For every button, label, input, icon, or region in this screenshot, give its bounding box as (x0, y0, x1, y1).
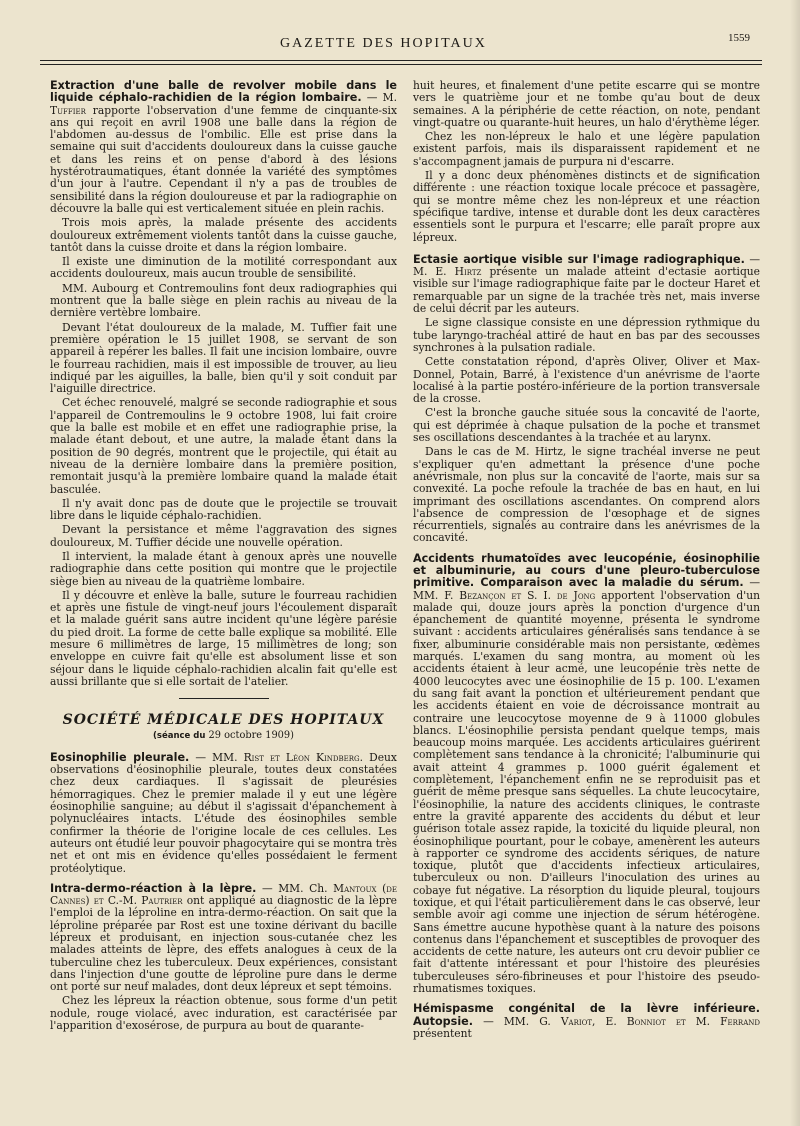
article-title: Eosinophilie pleurale. (50, 750, 190, 764)
article-lead-paragraph (413, 553, 760, 996)
author-intro: — MM. F. (413, 576, 760, 602)
article (413, 553, 760, 996)
continued-paragraph: Il y a donc deux phénomènes distincts et de signification différente : une réaction toxique locale précoce et passagère, qui se montre même chez les non-lépreux et une réaction spécifique tardive, intense et durable dont les deux caractères essentiels sont le purpura et l'escarre; elle paraît propre aux lépreux. (413, 169, 760, 244)
article-title: Extraction d'une balle de revolver mobile dans le liquide céphalo-rachidien de la région lombaire. (50, 80, 397, 105)
session-label: (séance du (153, 730, 206, 741)
article-paragraph: Trois mois après, la malade présente des accidents douloureux extrêmement violents tantôt dans la cuisse gauche, tantôt dans la cuisse droite et dans la région lombaire. (50, 216, 397, 254)
article-lead-paragraph (50, 752, 397, 875)
society-title: SOCIÉTÉ MÉDICALE DES HOPITAUX (62, 712, 385, 729)
article-paragraph: Chez les lépreux la réaction obtenue, sous forme d'un petit nodule, rouge violacé, avec induration, est caractérisée par l'apparition d'exosérose, de purpura au bout de quarante- (50, 994, 397, 1033)
article (50, 80, 397, 688)
article-author: Rist et Léon Kindberg. (243, 750, 364, 764)
article-paragraph: Devant la persistance et même l'aggravation des signes douloureux, M. Tuffier décide une nouvelle opération. (50, 523, 397, 549)
article-author: Bezançon et S. I. de Jong (459, 588, 596, 602)
article-lead-paragraph (413, 254, 760, 315)
article-paragraph: Devant l'état douloureux de la malade, M. Tuffier fait une première opération le 15 juillet 1908, se servant de son appareil à repérer les balles. Il fait une incision lombaire, ouvre le fourreau rachidien, mais il est impossible de trouver, au lieu indiqué par les aiguilles, la balle, bien qu'il y soit conduit par l'aiguille directrice. (50, 320, 397, 396)
article (50, 752, 397, 875)
author-intro: — MM. G. (483, 1014, 561, 1028)
article (413, 1003, 760, 1040)
article (413, 254, 760, 545)
continued-paragraph: huit heures, et finalement d'une petite escarre qui se montre vers le quatrième jour et ne tombe qu'au bout de deux semaines. A la périphérie de cette réaction, on note, pendant vingt-quatre ou quarante-huit heures, un halo d'érythème léger. (413, 80, 760, 129)
continued-paragraph: Chez les non-lépreux le halo et une légère papulation existent parfois, mais ils disparaissent rapidement et ne s'accompagnent jamais de purpura ni d'escarre. (413, 130, 760, 168)
article (50, 883, 397, 1033)
session-line (50, 730, 397, 742)
article-paragraph: Cette constatation répond, d'après Oliver, Oliver et Max-Donnel, Potain, Barré, à l'existence d'un anévrisme de l'aorte localisé à la partie postéro-inférieure de la portion transversale de la crosse. (413, 355, 760, 406)
section-divider (179, 698, 269, 702)
article-title: Accidents rhumatoïdes avec leucopénie, éosinophilie et albuminurie, au cours d'une pleuro-tuberculose primitive. Comparaison avec la maladie du sérum. (413, 551, 760, 590)
article-title: Hémispasme congénital de la lèvre inférieure. Autopsie. (413, 1002, 760, 1028)
author-intro: — M. (366, 91, 397, 105)
author-intro: — MM. Ch. (261, 881, 334, 895)
society-articles (50, 752, 397, 1033)
article-paragraph: Il y découvre et enlève la balle, suture le fourreau rachidien et après une fistule de vingt-neuf jours l'écoulement disparaît et la malade guérit sans autre incident qu'une légère parésie du pied droit. La forme de cette balle explique sa mobilité. Elle mesure 6 millimètres de large, 15 millimètres de long; son enveloppe en cuivre fait qu'elle est absolument lisse et son séjour dans le liquide céphalo-rachidien alcalin fait qu'elle est aussi brillante que si elle sortait de l'atelier. (50, 588, 397, 688)
session-date: 29 octobre 1909) (208, 729, 294, 741)
article-author: Hirtz (454, 265, 482, 279)
header-rule (40, 60, 762, 65)
article-paragraph: Cet échec renouvelé, malgré se seconde radiographie et sous l'appareil de Contremoulins le 9 octobre 1908, lui fait croire que la balle est mobile et en effet une radiographie prise, la malade étant debout, et une autre, la malade étant dans la position de 90 degrés, montrent que le projectile, qui était au niveau de la dernière lombaire dans la première position, remontait jusqu'à la première lombaire quand la malade était basculée. (50, 396, 397, 496)
article-paragraph: Il intervient, la malade étant à genoux après une nouvelle radiographie dans cette position qui montre que le projectile siège bien au niveau de la quatrième lombaire. (50, 549, 397, 588)
page-number: 1559 (728, 32, 750, 44)
article-title: Intra-dermo-réaction à la lèpre. (50, 881, 257, 895)
left-column (50, 80, 397, 1110)
article-author: Tuffier (50, 103, 86, 117)
article-body: apportent l'observation d'un malade qui, douze jours après la ponction d'urgence d'un épanchement de quantité moyenne, présenta le syndrome suivant : accidents articulaires généralisés sans tendance à se fixer, albuminurie considérable mais non persistante, œdèmes marqués. L'examen du sang montra, au moment où les accidents étaient à leur acmé, une leucopénie très nette de 4000 leucocytes avec une éosinophilie de 15 p. 100. L'examen du sang fait avant la ponction et ultérieurement pendant que les accidents étaient en voie de décroissance montrait au contraire une leucocytose moyenne de 9 à 11000 globules blancs. L'éosinophilie persista pendant quelque temps, mais beaucoup moins marquée. Les accidents articulaires guérirent complètement sans tendance à la chronicité; l'albuminurie qui avait atteint 4 grammes p. 1000 guérit également et complètement, l'épanchement enfin ne se reproduisit pas et guérit de même presque sans séquelles. La chute leucocytaire, l'éosinophilie, la nature des accidents cliniques, le contraste entre la gravité apparente des accidents du début et leur guérison totale assez rapide, la toxicité du liquide pleural, non éosinophilique pourtant, pour le cobaye, amenèrent les auteurs à rapporter ce syndrome des accidents sériques, de nature toxique, plutôt que d'accidents infectieux articulaires, tuberculeux ou non. D'ailleurs l'inoculation des urines au cobaye fut négative. La résorption du liquide pleural, toujours toxique, et qui l'était particulièrement dans le cas observé, leur semble avoir agi comme une injection de sérum hétérogène. Sans émettre aucune hypothèse quant à la nature des poisons contenus dans l'épanchement et susceptibles de provoquer des accidents de cette nature, les auteurs ont cru devoir publier ce fait d'attente intéressant et pour l'histoire des pleurésies tuberculeuses séro-fibrineuses et pour l'histoire des pseudo-rhumatismes toxiques. (413, 588, 760, 996)
article-lead-paragraph (50, 80, 397, 215)
page-edge-shadow (790, 0, 800, 1126)
article-paragraph: Le signe classique consiste en une dépression rythmique du tube laryngo-trachéal attiré de haut en bas par des secousses synchrones à la pulsation radiale. (413, 316, 760, 354)
article-body: rapporte l'observation d'une femme de cinquante-six ans qui reçoit en avril 1908 une balle dans la région de l'abdomen au-dessus de l'ombilic. Elle est prise dans la semaine qui suit d'accidents douloureux dans la cuisse gauche et dans les reins et on pense d'abord à des lésions hystérotraumatiques, étant donnée la variété des symptômes d'un jour à l'autre. Cependant il n'y a pas de troubles de sensibilité dans la région douloureuse et par la radiographie on découvre la balle qui est verticalement située en plein rachis. (50, 103, 397, 215)
left-articles (50, 80, 397, 688)
article-author: Mantoux (de Cannes) et C.-M. Pautrier (50, 881, 397, 908)
right-articles (413, 254, 760, 1040)
right-column (413, 80, 760, 1110)
article-paragraph: MM. Aubourg et Contremoulins font deux radiographies qui montrent que la balle siège en plein rachis au niveau de la dernière vertèbre lombaire. (50, 281, 397, 320)
continued-text (413, 80, 760, 254)
article-body: Deux observations d'éosinophilie pleurale, toutes deux constatées chez deux cardiaques. Il s'agissait de pleurésies hémorragiques. Chez le premier malade il y eut une légère éosinophilie sanguine; au début il s'agissait d'épanchement à polynucléaires intacts. L'étude des éosinophiles semble confirmer la théorie de l'origine locale de ces cellules. Les auteurs ont étudié leur pouvoir phagocytaire qui se montra très net et ont mis en évidence qu'elles possédaient le ferment protéolytique. (50, 750, 397, 875)
article-paragraph: Dans le cas de M. Hirtz, le signe trachéal inverse ne peut s'expliquer qu'en admettant la présence d'une poche anévrismale, non plus sur la concavité de l'aorte, mais sur sa convexité. La poche refoule la trachée de bas en haut, en lui imprimant des oscillations ascendantes. On comprend alors l'absence de compression de l'œsophage et de signes récurrentiels, signalés au contraire dans les anévrismes de la concavité. (413, 445, 760, 545)
article-body: présentent (413, 1026, 472, 1040)
article-body: présente un malade atteint d'ectasie aortique visible sur l'image radiographique faite par le docteur Haret et remarquable par un signe de la trachée très net, mais inverse de celui décrit par les auteurs. (413, 265, 760, 316)
text-columns (50, 80, 760, 1110)
article-lead-paragraph (50, 883, 397, 994)
author-intro: — MM. (195, 750, 244, 764)
author-intro: — M. E. (413, 252, 760, 279)
article-author: Variot, E. Bonniot et M. Ferrand (560, 1014, 760, 1028)
article-lead-paragraph (413, 1003, 760, 1040)
article-paragraph: Il existe une diminution de la motilité correspondant aux accidents douloureux, mais aucun trouble de sensibilité. (50, 255, 397, 281)
page-header (40, 26, 762, 66)
article-paragraph: Il n'y avait donc pas de doute que le projectile se trouvait libre dans le liquide céphalo-rachidien. (50, 496, 397, 523)
article-body: ont appliqué au diagnostic de la lèpre l'emploi de la léproline en intra-dermo-réaction. On sait que la léproline préparée par Rost est une toxine dérivant du bacille lépreux et produisant, en injection sous-cutanée chez les malades atteints de lèpre, des effets analogues à ceux de la tuberculine chez les tuberculeux. Deux expériences, consistant dans l'injection d'une goutte de léproline pure dans le derme ont porté sur neuf malades, dont deux lépreux et sept témoins. (50, 894, 397, 994)
article-title: Ectasie aortique visible sur l'image radiographique. (413, 252, 745, 266)
running-title: GAZETTE DES HOPITAUX (280, 36, 487, 51)
article-paragraph: C'est la bronche gauche située sous la concavité de l'aorte, qui est déprimée à chaque pulsation de la poche et transmet ses oscillations descendantes à la trachée et au larynx. (413, 406, 760, 445)
